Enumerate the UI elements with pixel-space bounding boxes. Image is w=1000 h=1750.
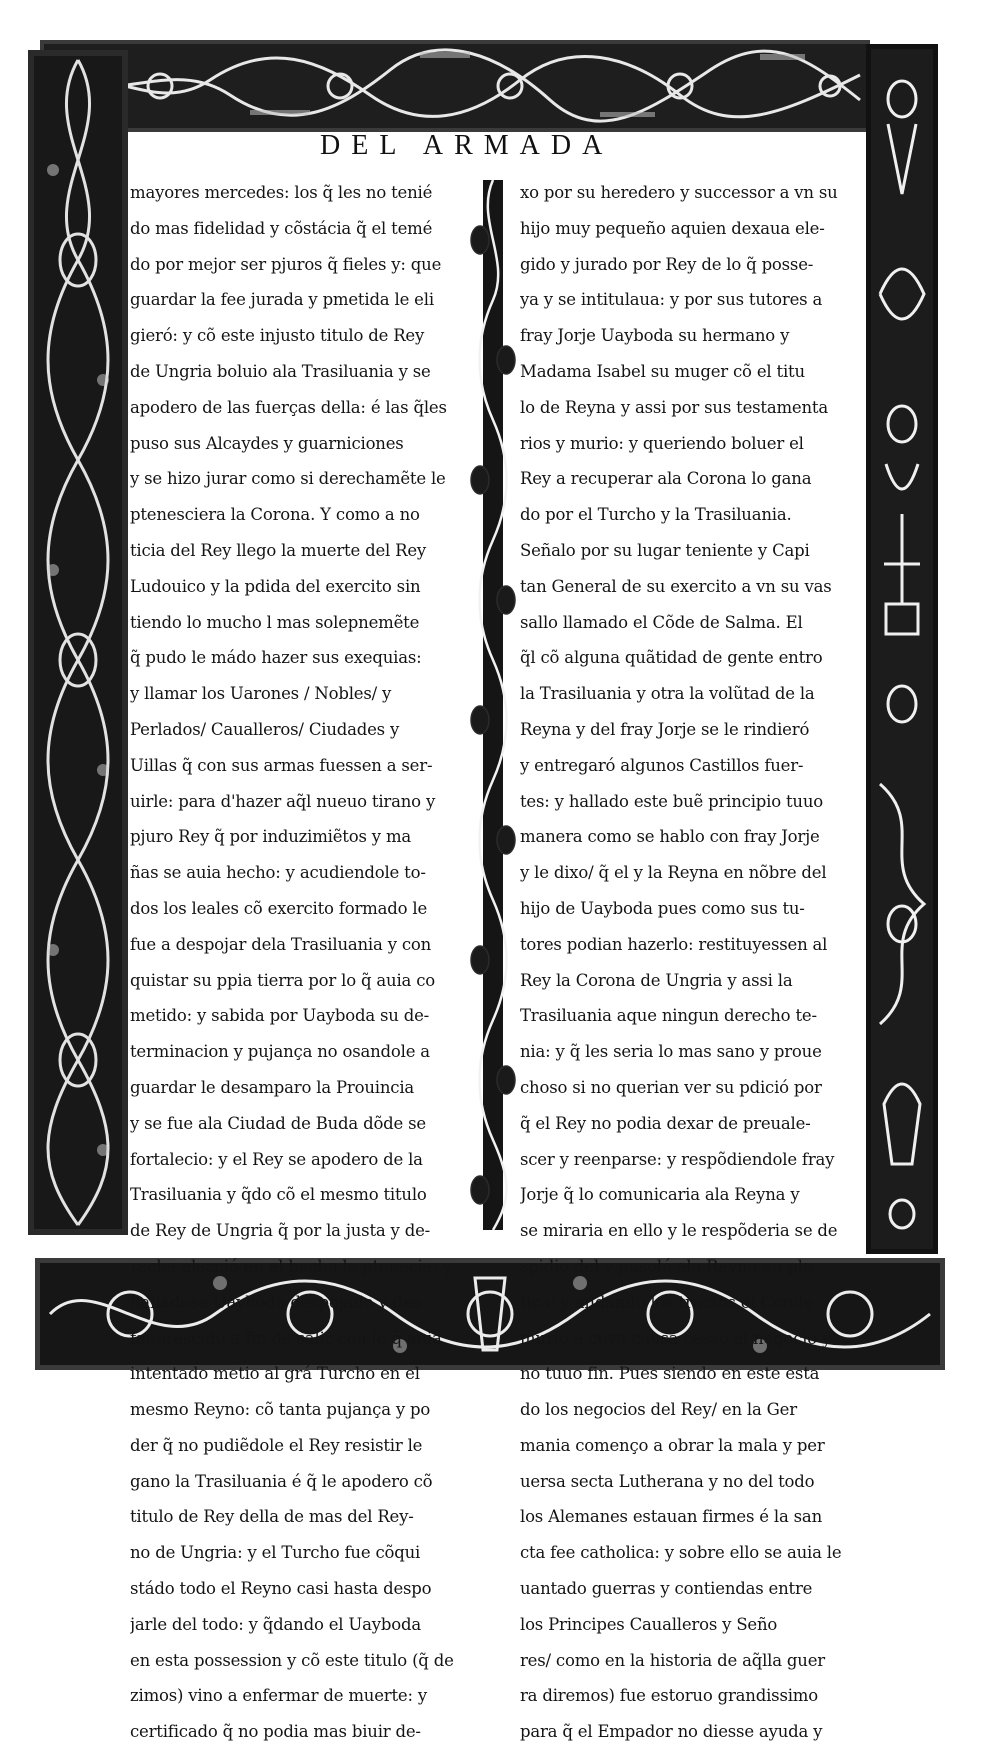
text-line: der q̃ no pudiẽdole el Rey resistir le bbox=[130, 1435, 423, 1455]
text-line: Jorje q̃ lo comunicaria ala Reyna y bbox=[520, 1185, 800, 1205]
text-line: q̃ pudo le mádo hazer sus exequias: bbox=[130, 648, 422, 668]
text-line: ya y se intitulaua: y por sus tutores a bbox=[520, 290, 823, 310]
text-line: manera como se hablo con fray Jorje bbox=[520, 827, 820, 847]
text-line: y llamar los Uarones / Nobles/ y bbox=[130, 684, 392, 704]
text-line: quistar su ppia tierra por lo q̃ auia co bbox=[130, 970, 435, 990]
text-line: fue a despojar dela Trasiluania y con bbox=[130, 934, 432, 954]
text-line: se miraria en ello y le respõderia se de bbox=[520, 1221, 838, 1241]
text-line: tes: y hallado este buẽ principio tuuo bbox=[520, 791, 824, 811]
text-line: metido: y sabida por Uayboda su de- bbox=[130, 1006, 430, 1026]
text-line: stádo todo el Reyno casi hasta despo bbox=[130, 1579, 432, 1599]
text-line: q̃ el Rey no podia dexar de preuale- bbox=[520, 1113, 811, 1133]
text-line: ñas se auia hecho: y acudiendole to- bbox=[130, 863, 426, 883]
text-line: spidio del y pusoló ala Reyna en pla- bbox=[520, 1256, 818, 1276]
text-line: res/ como en la historia de aq̃lla guer bbox=[520, 1650, 825, 1670]
top-border-pattern bbox=[40, 40, 870, 132]
text-line: Trasiluania y q̃do cõ el mesmo titulo bbox=[130, 1185, 427, 1205]
right-ornamental-border bbox=[866, 44, 938, 1254]
top-ornamental-border bbox=[40, 40, 870, 132]
text-line: para q̃ el Empador no diesse ayuda y bbox=[520, 1722, 823, 1742]
text-line: choso si no querian ver su pdició por bbox=[520, 1077, 822, 1097]
text-line: mesmo Reyno: cõ tanta pujança y po bbox=[130, 1400, 431, 1420]
text-line: y entregaró algunos Castillos fuer- bbox=[520, 755, 804, 775]
text-line: tica: y andando los tractos el Conde bbox=[520, 1292, 813, 1312]
text-line: fortalecio: y el Rey se apodero de la bbox=[130, 1149, 423, 1169]
text-line: mania començo a obrar la mala y per bbox=[520, 1435, 825, 1455]
center-vine-ornament bbox=[470, 180, 516, 1230]
text-line: no tuuo fin. Pues siendo en este esta bbox=[520, 1364, 820, 1384]
text-line: pjuro Rey q̃ por induzimiẽtos y ma bbox=[130, 827, 412, 847]
text-line: dos los leales cõ exercito formado le bbox=[130, 898, 428, 918]
text-line: Rey a recuperar ala Corona lo gana bbox=[520, 469, 812, 489]
text-line: recha elecció en el hecha le ptenecia: y bbox=[130, 1256, 452, 1276]
text-line: mayores mercedes: los q̃ les no tenié bbox=[130, 183, 433, 202]
text-line: Trasiluania aque ningun derecho te- bbox=[520, 1006, 817, 1026]
text-line: no de Ungria: y el Turcho fue cõqui bbox=[130, 1543, 421, 1563]
text-line: lo de Reyna y assi por sus testamenta bbox=[520, 397, 828, 417]
text-line: y se hizo jurar como si derechamẽte le bbox=[130, 469, 446, 489]
left-border-pattern bbox=[28, 50, 128, 1235]
text-line: la Trasiluania y otra la volũtad de la bbox=[520, 684, 815, 704]
text-line: tan General de su exercito a vn su vas bbox=[520, 576, 832, 596]
text-line: gieró: y cõ este injusto titulo de Rey bbox=[130, 326, 425, 346]
text-line: ra diremos) fue estoruo grandissimo bbox=[520, 1686, 818, 1706]
text-line: guardar la fee jurada y pmetida le eli bbox=[130, 290, 434, 310]
left-ornamental-border bbox=[28, 50, 128, 1235]
text-line: Señalo por su lugar teniente y Capi bbox=[520, 540, 810, 560]
text-line: puso sus Alcaydes y guarniciones bbox=[130, 433, 404, 453]
right-text-column bbox=[520, 175, 862, 1750]
text-line: gido y jurado por Rey de lo q̃ posse- bbox=[520, 254, 814, 274]
text-line: scer y reenparse: y respõdiendole fray bbox=[520, 1149, 835, 1169]
text-line: murio a cuya causa cesso el negocio y bbox=[520, 1328, 832, 1348]
text-line: hijo muy pequeño aquien dexaua ele- bbox=[520, 218, 825, 238]
text-line: de Rey de Ungria q̃ por la justa y de- bbox=[130, 1221, 431, 1241]
text-line: uersa secta Lutherana y no del todo bbox=[520, 1471, 815, 1491]
text-line: q̃l cõ alguna quãtidad de gente entro bbox=[520, 648, 823, 668]
center-vine-pattern bbox=[470, 180, 516, 1230]
text-line: zimos) vino a enfermar de muerte: y bbox=[130, 1686, 427, 1706]
text-line: halládose Uayboda despojado y des- bbox=[130, 1292, 427, 1312]
text-line: uirle: para d'hazer aq̃l nueuo tirano y bbox=[130, 791, 436, 811]
text-line: jarle del todo: y q̃dando el Uayboda bbox=[130, 1614, 421, 1634]
text-line: terminacion y pujança no osandole a bbox=[130, 1042, 430, 1062]
text-line: do los negocios del Rey/ en la Ger bbox=[520, 1400, 797, 1420]
text-line: tiendo lo mucho l mas solepnemẽte bbox=[130, 612, 420, 632]
text-line: los Principes Caualleros y Seño bbox=[520, 1614, 778, 1634]
text-line: hijo de Uayboda pues como sus tu- bbox=[520, 898, 805, 918]
text-line: rios y murio: y queriendo boluer el bbox=[520, 433, 804, 453]
text-line: do mas fidelidad y cõstácia q̃ el temé bbox=[130, 218, 433, 238]
text-line: de Ungria boluio ala Trasiluania y se bbox=[130, 361, 431, 381]
text-line: Ludouico y la pdida del exercito sin bbox=[130, 576, 421, 596]
text-line: do por el Turcho y la Trasiluania. bbox=[520, 505, 792, 525]
text-line: sallo llamado el Cõde de Salma. El bbox=[520, 612, 803, 632]
text-line: fray Jorje Uayboda su hermano y bbox=[520, 326, 790, 346]
text-line: Rey la Corona de Ungria y assi la bbox=[520, 970, 793, 990]
text-line: guardar le desamparo la Prouincia bbox=[130, 1077, 415, 1097]
text-line: do por mejor ser pjuros q̃ fieles y: que bbox=[130, 254, 442, 274]
text-line: y se fue ala Ciudad de Buda dõde se bbox=[130, 1113, 426, 1133]
text-line: tores podian hazerlo: restituyessen al bbox=[520, 934, 828, 954]
right-border-pattern bbox=[866, 44, 938, 1254]
text-line: Reyna y del fray Jorje se le rindieró bbox=[520, 719, 810, 739]
text-line: cta fee catholica: y sobre ello se auia le bbox=[520, 1543, 842, 1563]
text-line: titulo de Rey della de mas del Rey- bbox=[130, 1507, 414, 1527]
text-line: gano la Trasiluania é q̃ le apodero cõ bbox=[130, 1471, 433, 1491]
text-line: Madama Isabel su muger cõ el titu bbox=[520, 361, 805, 381]
text-line: y le dixo/ q̃ el y la Reyna en nõbre del bbox=[520, 863, 827, 883]
running-head: DEL ARMADA bbox=[320, 130, 614, 161]
text-line: ticia del Rey llego la muerte del Rey bbox=[130, 540, 427, 560]
text-line: Uillas q̃ con sus armas fuessen a ser- bbox=[130, 755, 433, 775]
text-line: fauorescido a fin de salir con lo q̃ auia bbox=[130, 1328, 442, 1348]
text-line: uantado guerras y contiendas entre bbox=[520, 1579, 813, 1599]
text-line: los Alemanes estauan firmes é la san bbox=[520, 1507, 822, 1527]
text-line: intentado metio al grá Turcho en el bbox=[130, 1364, 420, 1384]
text-line: en esta possession y cõ este titulo (q̃ de bbox=[130, 1650, 454, 1670]
text-line: apodero de las fuerças della: é las q̃les bbox=[130, 397, 447, 417]
text-line: ptenesciera la Corona. Y como a no bbox=[130, 505, 420, 525]
text-line: xo por su heredero y successor a vn su bbox=[520, 183, 838, 202]
text-line: certificado q̃ no podia mas biuir de- bbox=[130, 1722, 421, 1742]
left-text-column bbox=[130, 175, 472, 1750]
text-line: Perlados/ Caualleros/ Ciudades y bbox=[130, 719, 400, 739]
text-line: nia: y q̃ les seria lo mas sano y proue bbox=[520, 1042, 822, 1062]
